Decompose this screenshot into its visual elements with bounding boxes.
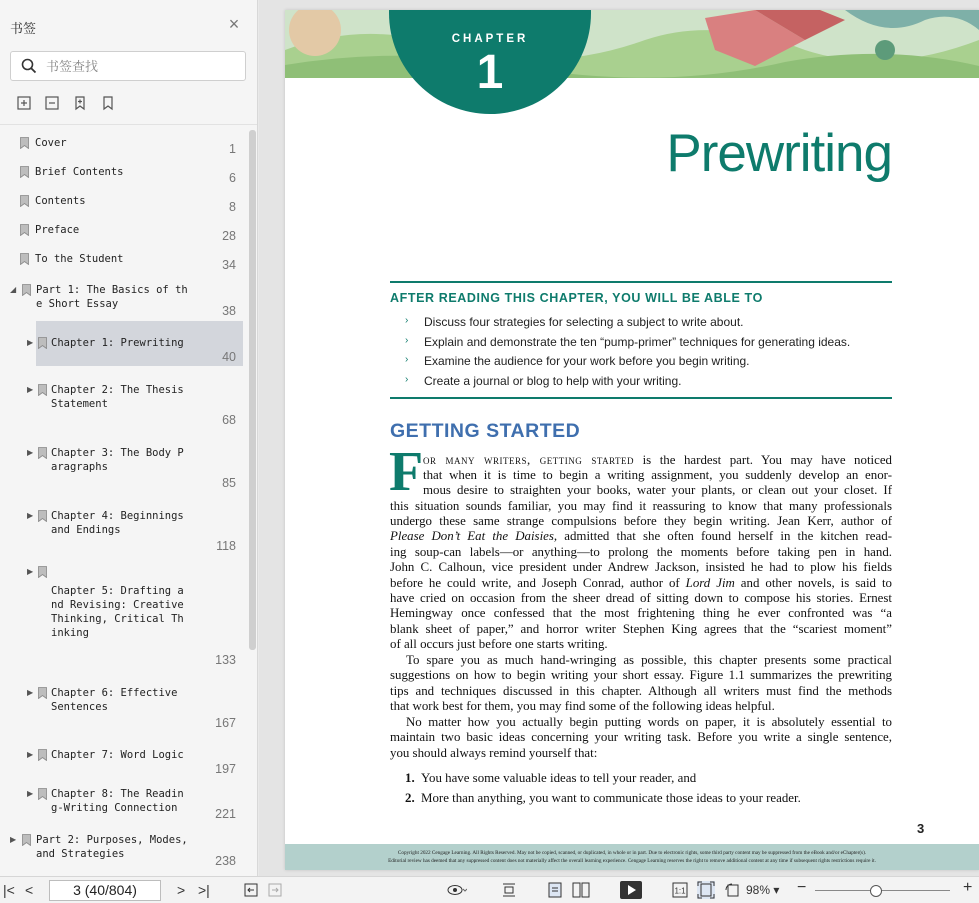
single-page-icon[interactable] [548, 882, 562, 898]
item-number: 1. [405, 771, 415, 785]
book-title: Please Don’t Eat the Daisies, [390, 529, 558, 543]
body-line: you should always remind yourself that: [390, 746, 598, 760]
expand-arrow-icon[interactable]: ▶ [27, 567, 34, 576]
bookmark-label: Chapter 6: Effective Sentences [51, 687, 178, 713]
body-line [390, 529, 892, 544]
pdf-page [285, 10, 979, 870]
bookmark-page-number: 68 [222, 413, 236, 427]
bookmark-page-number: 85 [222, 476, 236, 490]
document-view[interactable] [259, 0, 979, 876]
zoom-select[interactable]: 98% ▾ [746, 883, 780, 897]
body-line: undergo these same strange compulsions before they begin writing. Jean Kerr, author of [390, 514, 892, 528]
bookmark-flag-icon [38, 384, 47, 396]
divider [0, 124, 257, 125]
eye-protection-icon[interactable] [447, 883, 467, 897]
bookmark-label: Chapter 4: Beginnings and Endings [51, 510, 184, 536]
expand-arrow-icon[interactable]: ▶ [27, 338, 34, 347]
body-line: John C. Calhoun, vice president under Andrew Jackson, insisted he had to plow his fields [390, 560, 892, 574]
chevron-right-icon: › [405, 315, 409, 326]
bookmark-flag-icon [22, 834, 31, 846]
objective-text: Discuss four strategies for selecting a subject to write about. [424, 315, 744, 329]
expand-all-icon[interactable] [16, 95, 32, 111]
book-title: Lord Jim [685, 576, 735, 590]
bookmark-flag-icon [38, 749, 47, 761]
bookmark-page-number: 40 [222, 350, 236, 364]
bookmark-flag-icon [38, 337, 47, 349]
expand-arrow-icon[interactable]: ▶ [27, 385, 34, 394]
bookmark-flag-icon [22, 284, 31, 296]
zoom-out-icon[interactable]: − [797, 879, 807, 896]
sidebar-scrollbar[interactable] [249, 130, 256, 650]
zoom-level: 98% [746, 883, 771, 897]
numbered-item [405, 791, 801, 806]
bookmark-flag-icon [20, 253, 29, 265]
bookmark-flag-icon [20, 166, 29, 178]
bookmark-label: Preface [35, 224, 80, 236]
collapse-all-icon[interactable] [44, 95, 60, 111]
expand-arrow-icon[interactable]: ▶ [27, 448, 34, 457]
body-line [390, 576, 892, 591]
objectives-heading: AFTER READING THIS CHAPTER, YOU WILL BE ABLE TO [390, 291, 763, 305]
double-page-icon[interactable] [572, 882, 590, 898]
body-line: mous desire to straighten your books, water your plants, or clean out your closet. If [423, 483, 892, 497]
rotate-right-icon[interactable] [268, 883, 282, 897]
zoom-in-icon[interactable]: + [963, 879, 973, 896]
chevron-right-icon: › [405, 335, 409, 346]
lead-in: or many writers, getting started [423, 453, 635, 467]
section-heading: GETTING STARTED [390, 420, 581, 442]
expand-arrow-icon[interactable]: ▶ [27, 511, 34, 520]
close-icon[interactable]: × [228, 14, 240, 34]
objective-text: Examine the audience for your work before you begin writing. [424, 354, 750, 368]
chapter-title: Prewriting [666, 124, 892, 183]
item-number: 2. [405, 791, 415, 805]
page-number-input[interactable]: 3 (40/804) [49, 880, 161, 901]
bookmark-flag-icon [38, 447, 47, 459]
bookmark-flag-icon [38, 788, 47, 800]
body-line: ing soup-can labels—or anything—to prolong the moments before taking pen in hand. [390, 545, 892, 559]
bookmark-page-number: 28 [222, 229, 236, 243]
expand-arrow-icon[interactable]: ▶ [10, 835, 17, 844]
rotate-view-icon[interactable] [724, 882, 742, 898]
item-text: You have some valuable ideas to tell your reader, and [421, 771, 697, 785]
bookmark-page-number: 133 [215, 653, 236, 667]
body-line: have cried on occasion from the sheer dread of sitting down to compose his stories. Ernest [390, 591, 892, 605]
body-line: this situation sounds familiar, you may find it reassuring to know that many professionals [390, 499, 892, 513]
bookmark-label: Chapter 1: Prewriting [51, 337, 184, 349]
expand-arrow-icon[interactable]: ▶ [27, 688, 34, 697]
bookmark-page-number: 6 [229, 171, 236, 185]
bookmark-label: Contents [35, 195, 86, 207]
body-line: of all occurs just before one starts writing. [390, 637, 608, 651]
body-line: blank sheet of paper,” and horror writer Stephen King agrees that the “scariest moment” [390, 622, 892, 636]
play-slideshow-icon[interactable] [620, 881, 642, 899]
actual-size-icon[interactable] [672, 882, 688, 898]
chevron-right-icon: › [405, 374, 409, 385]
svg-text:1:1: 1:1 [674, 886, 686, 896]
copyright-line: Copyright 2022 Cengage Learning. All Rights Reserved. May not be copied, scanned, or duplicated, in whole or in part. Due to electronic rights, some third party content may be suppressed from the eBook and/or eChapter(s). [397, 850, 867, 856]
fit-page-icon[interactable] [697, 881, 715, 899]
bookmark-flag-icon [20, 195, 29, 207]
bookmark-label: Chapter 7: Word Logic [51, 749, 184, 761]
drop-cap: F [389, 441, 424, 503]
next-page-icon[interactable]: > [177, 882, 186, 898]
expand-arrow-icon[interactable]: ▶ [27, 789, 34, 798]
bookmark-page-number: 221 [215, 807, 236, 821]
bookmark-search-box[interactable] [10, 51, 246, 81]
bookmark-page-number: 34 [222, 258, 236, 272]
bookmark-label: Chapter 8: The Readin g-Writing Connection [51, 788, 184, 814]
body-line [423, 453, 892, 468]
bookmark-page-number: 238 [215, 854, 236, 868]
lead-in-rest: is the hardest part. You may have noticed [634, 453, 892, 467]
bookmark-page-number: 167 [215, 716, 236, 730]
bookmark-icon[interactable] [100, 95, 116, 111]
bookmark-search-input[interactable] [46, 57, 236, 75]
body-line: that work best for them, you may find some of the following ideas helpful. [390, 699, 775, 713]
body-line: Hemingway once confessed that the most frightening thing he ever confronted was “a [390, 606, 892, 620]
bookmark-panel [0, 0, 258, 876]
prev-page-icon[interactable]: < [25, 882, 34, 898]
rotate-left-icon[interactable] [244, 883, 258, 897]
bookmark-label: Chapter 5: Drafting a nd Revising: Creative Thinking, Critical Th inking [51, 585, 184, 639]
bookmark-page-number: 38 [222, 304, 236, 318]
bookmark-flag-icon [20, 137, 29, 149]
body-text: before he could write, and Joseph Conrad, author of [390, 576, 680, 590]
bookmark-page-number: 118 [216, 539, 236, 553]
chapter-number: 1 [476, 46, 504, 99]
body-text: and other novels, is said to [734, 576, 892, 590]
objective-text: Explain and demonstrate the ten “pump-primer” techniques for generating ideas. [424, 335, 851, 349]
objectives-bottom-rule [390, 397, 892, 399]
zoom-slider-track[interactable] [815, 890, 950, 891]
bookmark-flag-icon [38, 510, 47, 522]
add-bookmark-icon[interactable] [72, 95, 88, 111]
copyright-footer [285, 844, 979, 870]
copyright-line: Editorial review has deemed that any suppressed content does not materially affect the overall learning experience. Cengage Learning reserves the right to remove additional content at any time if subsequent rights restrictions require it. [388, 858, 876, 864]
objectives-top-rule [390, 281, 892, 283]
bookmark-label: Brief Contents [35, 166, 124, 178]
body-line: that when it is time to begin a writing assignment, you suddenly develop an enor- [423, 468, 892, 482]
bookmark-flag-icon [20, 224, 29, 236]
numbered-item [405, 771, 696, 786]
bookmark-label: Part 2: Purposes, Modes, and Strategies [36, 834, 188, 860]
bookmark-label: Part 1: The Basics of th e Short Essay [36, 284, 188, 310]
bookmark-label: Chapter 2: The Thesis Statement [51, 384, 184, 410]
objective-text: Create a journal or blog to help with your writing. [424, 374, 682, 388]
bookmark-flag-icon [38, 687, 47, 699]
body-line: maintain two basic ideas concerning your writing task. Before you write a single sentence, [390, 730, 892, 744]
page-number: 3 [917, 821, 925, 836]
bookmark-label: To the Student [35, 253, 124, 265]
panel-title: 书签 [10, 21, 37, 36]
body-line: No matter how you actually begin putting words on paper, it is absolutely essential to [406, 715, 892, 729]
body-line: To spare you as much hand-wringing as possible, this chapter presents some practical [406, 653, 892, 667]
bookmark-page-number: 8 [229, 200, 236, 214]
search-icon [21, 58, 37, 74]
item-text: More than anything, you want to communicate those ideas to your reader. [421, 791, 801, 805]
body-line: suggestions on how to begin writing your short essay. Figure 1.1 summarizes the prewriting [390, 668, 892, 682]
fit-width-icon[interactable] [502, 883, 516, 897]
chevron-right-icon: › [405, 354, 409, 365]
bookmark-page-number: 197 [215, 762, 236, 776]
bookmark-page-number: 1 [229, 142, 236, 156]
bookmark-label: Chapter 3: The Body P aragraphs [51, 447, 184, 473]
bottom-toolbar [0, 876, 979, 903]
zoom-slider-knob[interactable] [870, 885, 882, 897]
bookmark-flag-icon [38, 566, 47, 578]
last-page-icon[interactable]: >| [198, 882, 210, 898]
first-page-icon[interactable]: |< [3, 882, 15, 898]
body-text: admitted that she often found herself in the kitchen read- [557, 529, 892, 543]
chapter-label: CHAPTER [451, 33, 529, 45]
bookmark-label: Cover [35, 137, 67, 149]
expand-arrow-icon[interactable]: ▶ [27, 750, 34, 759]
expand-arrow-icon[interactable]: ◢ [10, 285, 17, 294]
body-line: tips and techniques discussed in this chapter. Although all writers must find the methods [390, 684, 892, 698]
